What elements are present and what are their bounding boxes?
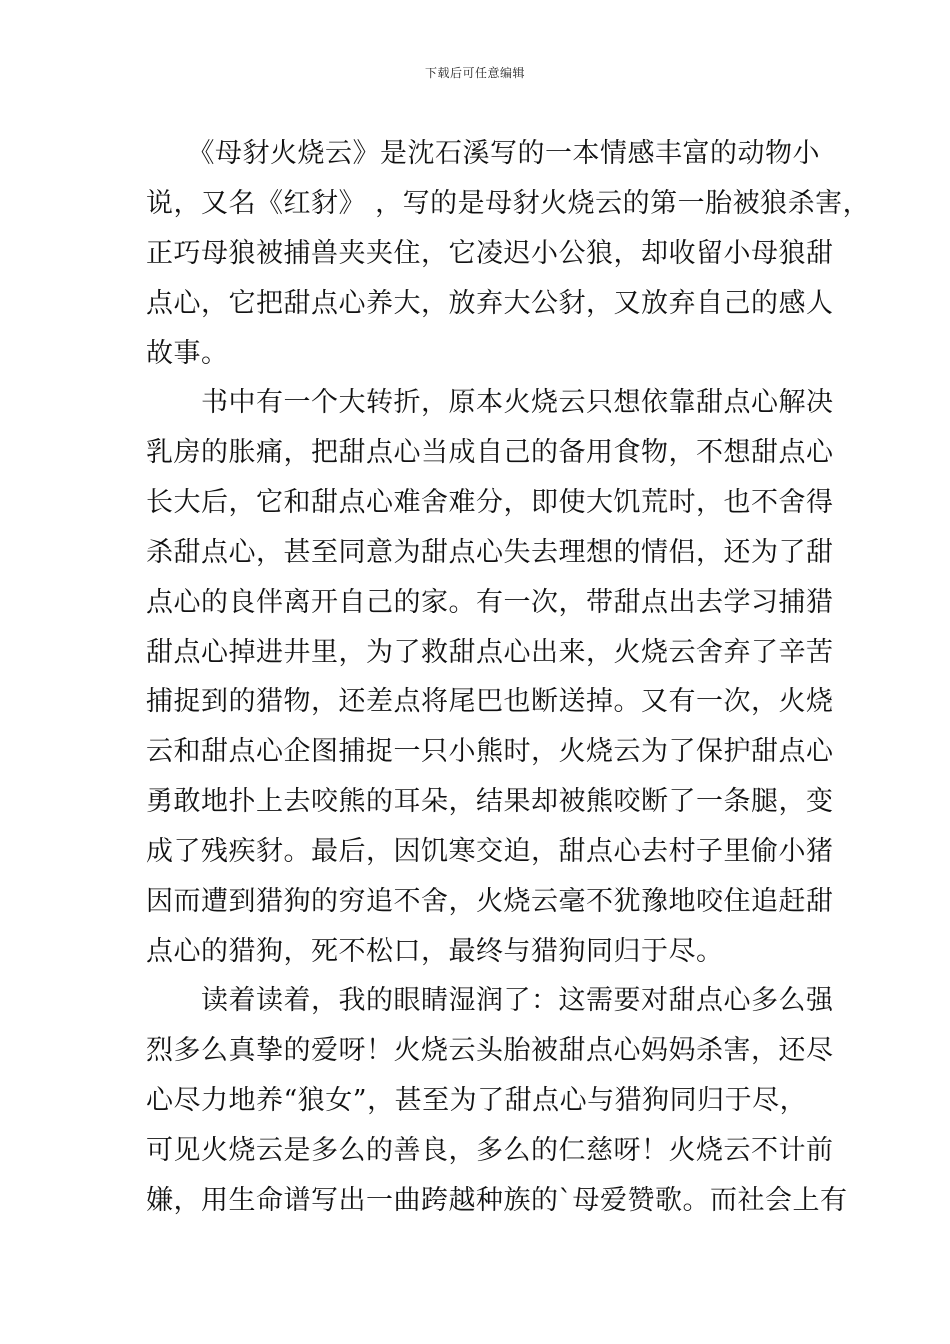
body-line: 故事。 (146, 338, 229, 369)
body-line: 长大后，它和甜点心难舍难分，即使大饥荒时，也不舍得 (146, 487, 834, 518)
body-line: 心尽力地养“狼女”，甚至为了甜点心与猎狗同归于尽， (146, 1085, 808, 1116)
body-line: 《母豺火烧云》是沈石溪写的一本情感丰富的动物小 (146, 138, 820, 169)
body-line: 捕捉到的猎物，还差点将尾巴也断送掉。又有一次，火烧 (146, 686, 834, 717)
body-line: 云和甜点心企图捕捉一只小熊时，火烧云为了保护甜点心 (146, 736, 834, 767)
body-line: 可见火烧云是多么的善良，多么的仁慈呀！火烧云不计前 (146, 1135, 834, 1166)
page-header: 下载后可任意编辑 (424, 66, 525, 80)
body-line: 成了残疾豺。最后，因饥寒交迫，甜点心去村子里偷小猪 (146, 836, 834, 867)
body-line: 嫌，用生命谱写出一曲跨越种族的`母爱赞歌。而社会上有 (146, 1185, 848, 1216)
body-line: 杀甜点心，甚至同意为甜点心失去理想的情侣，还为了甜 (146, 537, 834, 568)
body-line: 读着读着，我的眼睛湿润了：这需要对甜点心多么强 (146, 985, 834, 1016)
body-line: 烈多么真挚的爱呀！火烧云头胎被甜点心妈妈杀害，还尽 (146, 1035, 834, 1066)
body-line: 点心的良伴离开自己的家。有一次，带甜点出去学习捕猎 (146, 587, 834, 618)
body-line: 勇敢地扑上去咬熊的耳朵，结果却被熊咬断了一条腿，变 (146, 786, 834, 817)
body-line: 因而遭到猎狗的穷追不舍，火烧云毫不犹豫地咬住追赶甜 (146, 886, 834, 917)
body-line: 点心的猎狗，死不松口，最终与猎狗同归于尽。 (146, 936, 724, 967)
body-line: 正巧母狼被捕兽夹夹住，它凌迟小公狼，却收留小母狼甜 (146, 238, 834, 269)
body-line: 甜点心掉进井里，为了救甜点心出来，火烧云舍弃了辛苦 (146, 637, 834, 668)
body-line: 说，又名《红豺》 ，写的是母豺火烧云的第一胎被狼杀害， (146, 188, 871, 219)
body-line: 书中有一个大转折，原本火烧云只想依靠甜点心解决 (146, 387, 834, 418)
body-line: 乳房的胀痛，把甜点心当成自己的备用食物，不想甜点心 (146, 437, 834, 468)
body-line: 点心，它把甜点心养大，放弃大公豺，又放弃自己的感人 (146, 288, 834, 319)
